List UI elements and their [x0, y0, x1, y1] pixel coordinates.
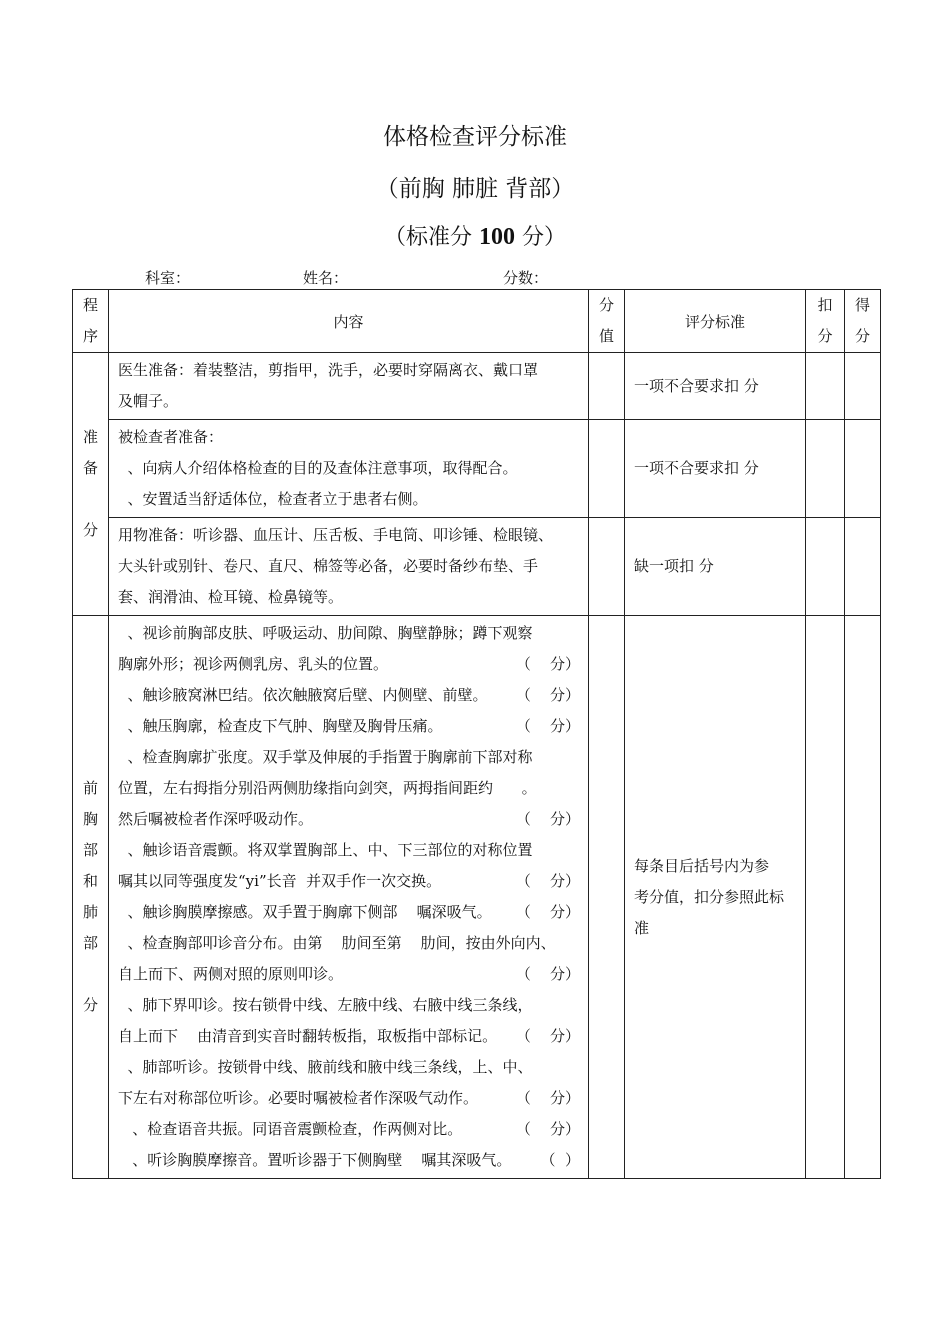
line-points: （ 分） — [515, 872, 580, 890]
line-text: 、检查胸部叩诊音分布。由第 肋间至第 肋间，按由外向内、 — [118, 934, 556, 952]
points-cell — [589, 420, 625, 518]
criteria-cell: 一项不合要求扣 分 — [625, 420, 806, 518]
line-points: （ 分） — [515, 686, 580, 704]
content-line — [118, 711, 580, 742]
line-text: 、触诊语音震颤。将双掌置胸部上、中、下三部位的对称位置 — [118, 841, 533, 859]
score-prefix: （标准分 — [384, 225, 479, 250]
line-text: 下左右对称部位听诊。必要时嘱被检者作深吸气动作。 — [118, 1089, 479, 1107]
line-text: 位置，左右拇指分别沿两侧肋缘指向剑突，两拇指间距约 。 — [118, 779, 537, 797]
document-title: 体格检查评分标准 — [383, 124, 567, 150]
score-label: 分数： — [503, 269, 549, 287]
row-content: 医生准备：着装整洁，剪指甲，洗手，必要时穿隔离衣、戴口罩 及帽子。 — [109, 353, 589, 420]
line-text: 然后嘱被检者作深呼吸动作。 — [118, 810, 314, 828]
name-label: 姓名： — [303, 269, 349, 287]
points-cell — [589, 353, 625, 420]
line-points: （ 分） — [515, 1089, 580, 1107]
points-cell — [589, 616, 625, 1179]
line-text: 胸廓外形；视诊两侧乳房、乳头的位置。 — [118, 655, 389, 673]
line-text: 嘱其以同等强度发“yi”长音 并双手作一次交换。 — [118, 872, 442, 890]
line-text: 、触诊腋窝淋巴结。依次触腋窝后壁、内侧壁、前壁。 — [118, 686, 488, 704]
gain-cell — [845, 616, 881, 1179]
content-line — [118, 1083, 580, 1114]
header-content: 内容 — [109, 290, 589, 353]
line-text: 、肺部听诊。按锁骨中线、腋前线和腋中线三条线，上、中、 — [118, 1058, 533, 1076]
line-points: （ 分） — [515, 1120, 580, 1138]
criteria-cell: 每条目后括号内为参 考分值，扣分参照此标 准 — [625, 616, 806, 1179]
header-gain: 得 分 — [845, 290, 881, 353]
table-row — [73, 518, 881, 616]
line-text: 、视诊前胸部皮肤、呼吸运动、肋间隙、胸壁静脉；蹲下观察 — [118, 624, 533, 642]
line-text: 、触压胸廓，检查皮下气肿、胸壁及胸骨压痛。 — [118, 717, 443, 735]
line-points: （ 分） — [515, 810, 580, 828]
content-line — [118, 742, 580, 773]
section-label-chest-lung: 前 胸 部 和 肺 部 分 — [73, 616, 109, 1179]
table-header — [73, 290, 881, 353]
gain-cell — [845, 518, 881, 616]
deduct-cell — [806, 353, 845, 420]
table-row — [73, 353, 881, 420]
deduct-cell — [806, 518, 845, 616]
chest-lung-content — [109, 616, 589, 1179]
points-cell — [589, 518, 625, 616]
header-criteria: 评分标准 — [625, 290, 806, 353]
line-points: （ 分） — [515, 903, 580, 921]
content-line — [118, 1052, 580, 1083]
content-line — [118, 1114, 580, 1145]
content-line — [118, 928, 580, 959]
header-order: 程 序 — [73, 290, 109, 353]
line-text: 、听诊胸膜摩擦音。置听诊器于下侧胸壁 嘱其深吸气。 — [118, 1151, 512, 1169]
table-row — [73, 616, 881, 1179]
gain-cell — [845, 353, 881, 420]
content-line — [118, 1145, 580, 1176]
line-points: （ ） — [540, 1151, 580, 1169]
header-points: 分 值 — [589, 290, 625, 353]
content-line — [118, 649, 580, 680]
criteria-cell: 缺一项扣 分 — [625, 518, 806, 616]
content-line — [118, 680, 580, 711]
line-text: 、检查语音共振。同语音震颤检查，作两侧对比。 — [118, 1120, 463, 1138]
score-suffix: 分） — [515, 225, 566, 250]
line-text: 自上而下、两侧对照的原则叩诊。 — [118, 965, 344, 983]
content-line — [118, 959, 580, 990]
line-text: 、检查胸廓扩张度。双手掌及伸展的手指置于胸廓前下部对称 — [118, 748, 533, 766]
line-text: 、触诊胸膜摩擦感。双手置于胸廓下侧部 嘱深吸气。 — [118, 903, 492, 921]
row-content: 用物准备：听诊器、血压计、压舌板、手电筒、叩诊锤、检眼镜、 大头针或别针、卷尺、直尺、棉签等必备，必要时备纱布垫、手 套、润滑油、检耳镜、检鼻镜等。 — [109, 518, 589, 616]
standard-score-line — [0, 220, 950, 251]
deduct-cell — [806, 420, 845, 518]
section-label-preparation: 准 备 分 — [73, 353, 109, 616]
content-line — [118, 897, 580, 928]
line-text: 、肺下界叩诊。按右锁骨中线、左腋中线、右腋中线三条线， — [118, 996, 533, 1014]
document-subtitle: （前胸 肺脏 背部） — [375, 176, 575, 202]
score-value: 100 — [479, 224, 515, 250]
gain-cell — [845, 420, 881, 518]
line-points: （ 分） — [515, 717, 580, 735]
content-line — [118, 804, 580, 835]
line-points: （ 分） — [515, 965, 580, 983]
row-content: 被检查者准备： 、向病人介绍体格检查的目的及查体注意事项，取得配合。 、安置适当舒适体位，检查者立于患者右侧。 — [109, 420, 589, 518]
content-line — [118, 990, 580, 1021]
content-line — [118, 1021, 580, 1052]
line-points: （ 分） — [515, 655, 580, 673]
content-line — [118, 773, 580, 804]
table-row — [73, 420, 881, 518]
deduct-cell — [806, 616, 845, 1179]
content-line — [118, 618, 580, 649]
score-table — [72, 289, 881, 1179]
header-deduct: 扣 分 — [806, 290, 845, 353]
content-line — [118, 866, 580, 897]
criteria-cell: 一项不合要求扣 分 — [625, 353, 806, 420]
dept-label: 科室： — [145, 269, 191, 287]
line-points: （ 分） — [515, 1027, 580, 1045]
content-line — [118, 835, 580, 866]
line-text: 自上而下 由清音到实音时翻转板指，取板指中部标记。 — [118, 1027, 498, 1045]
